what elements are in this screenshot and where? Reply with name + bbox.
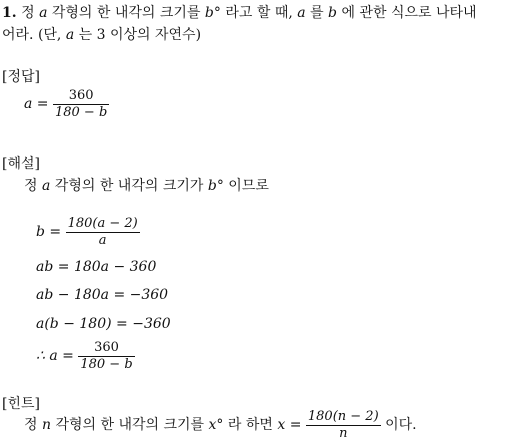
problem-number: 1. [2, 5, 17, 21]
hint-text: 각형의 한 내각의 크기를 [55, 417, 205, 433]
fraction-numerator: 360 [94, 339, 119, 355]
fraction [78, 340, 134, 373]
fraction-numerator: 360 [68, 87, 94, 103]
math-var: n [41, 417, 52, 433]
degree-symbol: ° [213, 5, 221, 21]
fraction-denominator: n [306, 425, 381, 442]
math-var: a [65, 27, 75, 43]
problem-text: 라고 할 때, [225, 5, 293, 21]
fraction-numerator: 180(n − 2) [307, 408, 379, 424]
fraction [306, 409, 381, 442]
math-var: a [41, 178, 51, 194]
math-var: b [204, 5, 214, 21]
equation-lhs: b = [36, 224, 62, 240]
fraction-denominator: a [66, 232, 140, 249]
explanation-eq-3: ab − 180a = −360 [36, 287, 169, 303]
hint-text: 라 하면 [227, 417, 273, 433]
explanation-intro [24, 177, 269, 195]
problem-text: 정 [21, 5, 35, 21]
hint-line [24, 405, 417, 445]
problem-text: 각형의 한 내각의 크기를 [51, 5, 201, 21]
math-var: b [328, 5, 338, 21]
explanation-text: 정 [24, 178, 38, 194]
problem-text: 를 [310, 5, 324, 21]
explanation-header: [해설] [2, 156, 40, 172]
problem-line-2 [2, 26, 201, 44]
equation-lhs: ∴ a = [36, 348, 74, 364]
fraction [66, 216, 140, 249]
hint-text: 이다. [385, 417, 417, 433]
math-var: a [297, 5, 306, 21]
problem-line-1 [2, 4, 477, 22]
explanation-eq-2: ab = 180a − 360 [36, 259, 157, 275]
equation-lhs: a = [24, 96, 49, 112]
explanation-text: 각형의 한 내각의 크기가 [54, 178, 204, 194]
fraction-numerator: 180(a − 2) [67, 215, 138, 231]
math-var: b [207, 178, 217, 194]
fraction-denominator: 180 − b [54, 104, 108, 120]
math-var: x [208, 417, 217, 433]
problem-text: 에 관한 식으로 나타내 [341, 5, 477, 21]
problem-text: 어라. (단, [2, 27, 62, 43]
equation-lhs: x = [277, 417, 302, 433]
explanation-eq-4: a(b − 180) = −360 [36, 316, 171, 332]
degree-symbol: ° [216, 178, 224, 194]
explanation-eq-5 [36, 336, 135, 376]
fraction-denominator: 180 − b [80, 356, 133, 372]
explanation-eq-1 [36, 212, 140, 252]
hint-text: 정 [24, 417, 38, 433]
fraction [53, 88, 109, 121]
explanation-text: 이므로 [228, 178, 269, 194]
hint-header: [힌트] [2, 396, 40, 412]
answer-header: [정답] [2, 69, 40, 85]
math-var: a [39, 5, 48, 21]
degree-symbol: ° [216, 417, 224, 433]
problem-text: 는 3 이상의 자연수) [78, 27, 202, 43]
answer-equation [24, 84, 109, 124]
